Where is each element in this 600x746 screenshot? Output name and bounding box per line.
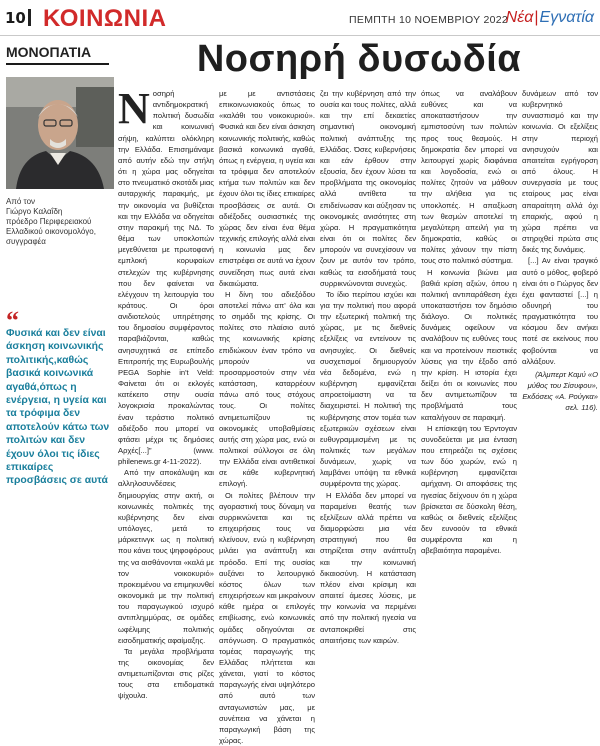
brand-left: Νέα	[505, 9, 534, 26]
article-headline: Νοσηρή δυσωδία	[196, 38, 522, 80]
body-paragraph: Η δίνη του αδιεξόδου αποτελεί πάνω απ' όλα και το σημάδι της κρίσης. Οι πολίτες στο πλαίσιο αυτό της κοινωνικής κρίσης επιδιώκουν έναν τρόπο να μπορούν να προσαρμοστούν στην νέα κατάσταση, καταρρέουν πάνω από τους στόχους τους. Οι πολίτες αντιμετωπίζουν τις οικονομικές υποβαθμίσεις αυτής στη χώρα μας, ενώ οι πολιτικοί σύλλογοι σε όλη την Ελλάδα είναι αντιθετικοί σε κάθε κυβερνητική επιλογή.	[219, 289, 315, 489]
body-paragraph: οσηρή αντιδημοκρατική πολιτική δυσωδία και κοινωνική σήψη, καλύπτει ολόκληρη την Ελλάδα. Επισημάναμε από αυτήν εδώ την στήλη ότι η χώρα μας οδηγείται στο πνευματικό σκοτάδι μιας αυταρχικής παρακμής, με την οικονομία να βυθίζεται και την Ελλάδα να οδηγείται στην παρακμή της ΝΔ. Το θέμα των υποκλοπών μεγεθύνεται με πρωτοφανή εμπλοκή κορυφαίων στελεχών της κυβέρνησης που δεν φαίνεται να ελέγχουν τη λειτουργία του κράτους. Οι όροι ανιδιοτελούς υπηρέτησης του δημοσίου συμφέροντος παραβιάζονται, καθώς ανησυχητικά σε επίπεδο Επιτροπής της Ευρωβουλής PEGA Sophie in't Veld: Φαίνεται ότι οι εκλογές κατέκειτο στην ουσία λογοκρισία προκαλώντας έναν τεράστιο πολιτικό αδιέξοδο που μπορεί να φτάσει μέχρι τις δημόσιες Αρχές[...]” (www. philenews.gr 4-11-2022).	[118, 89, 214, 467]
body-paragraph: Οι πολίτες βλέπουν την αγοραστική τους δύναμη να συρρικνώνεται και τις επιχειρήσεις τους να κλείνουν, ενώ η κυβέρνηση μιλάει για ανάπτυξη και πρόοδο. Επί της ουσίας αυξάνει το λειτουργικό κόστος όλων των επιχειρήσεων και μικραίνουν κάθε ημέρα οι επιλογές επιβίωσης, ενώ κοινωνικές ομάδες οδηγούνται σε απόγνωση. Ο πραγματικός τομέας παραγωγής της Ελλάδας πλήττεται και χάνεται, γιατί το κόστος παραγωγής είναι υψηλότερο από αυτό των ανταγωνιστών μας, με συνέπεια να χάνεται η παραγωγική βάση της χώρας.	[219, 490, 315, 746]
brand-right: Εγνατία	[539, 9, 594, 26]
caption-author: Γιώργο Καλαΐδη	[6, 207, 63, 216]
body-paragraph: Το ίδιο περίπου ισχύει και για την πολιτική που αφορά την εξωτερική πολιτική της χώρας, με τις διεθνείς εξελίξεις να εντείνουν τις ανησυχίες. Οι διεθνείς συσχετισμοί δημιουργούν νέα δεδομένα, ενώ η κυβέρνηση εμφανίζεται απροετοίμαστη να τα διαχειριστεί. Η πολιτική της κυβέρνησης στον τομέα των εξωτερικών σχέσεων είναι ευθυγραμμισμένη με τις πολιτικές των μεγάλων δυνάμεων, χωρίς να λαμβάνει υπόψη τα εθνικά συμφέροντα της χώρας.	[320, 289, 416, 489]
quote-mark-icon: “	[6, 306, 19, 335]
page-header	[0, 0, 600, 36]
page-number: 10	[5, 9, 31, 27]
page-number-bar	[28, 9, 31, 26]
drop-cap: Ν	[118, 84, 150, 133]
brand-separator: |	[534, 9, 539, 26]
newspaper-brand	[506, 9, 594, 27]
body-paragraph: με με αντιστάσεις επικοινωνιακούς όπως το «καλάθι του νοικοκυριού». Φυσικά και δεν είναι άσκηση κοινωνικής πολιτικής, καθώς βασικά κοινωνικά αγαθά, όπως η ενέργεια, η υγεία και τα τρόφιμα δεν αποτελούν κτήμα των πολιτών και δεν έχουν όλοι τις ίδιες επικαίρες προσβάσεις σε αυτά. Οι αδιέξοδες ουσιαστικές της χώρας δεν είναι ένα θέμα τεχνικής επιλογής αλλά είναι η κοινωνία μας δεν επιστρέφει σε αυτά να έχουν συνείδηση πως αυτά είναι δικαιώματα.	[219, 89, 315, 288]
author-photo-image	[6, 77, 114, 189]
body-column-1	[118, 84, 215, 701]
caption-from: Από τον	[6, 197, 36, 206]
body-paragraph: όπως να αναλάβουν ευθύνες και να αποκαταστήσουν την εμπιστοσύνη των πολιτών προς τους θεσμούς. Η δημοκρατία δεν μπορεί να λειτουργεί χωρίς διαφάνεια και λογοδοσία, ενώ οι πολίτες ζητούν να μάθουν την αλήθεια για τις υποκλοπές. Η απαξίωση των θεσμών αποτελεί τη μεγαλύτερη απειλή για τη δημοκρατία, καθώς οι πολίτες χάνουν την πίστη τους στο πολιτικό σύστημα.	[421, 89, 517, 266]
caption-role: πρόεδρο Περιφερειακού Ελλαδικού οικονομολόγο, συγγραφέα	[6, 217, 96, 246]
citation: (Άλμπερτ Καμύ «Ο μύθος του Σίσυφου», Εκδόσεις «Α. Ρούγκα» σελ. 116).	[522, 369, 598, 413]
author-caption	[6, 197, 114, 247]
body-column-2	[219, 88, 315, 746]
rubric-underline	[6, 63, 109, 65]
body-paragraph: Η κοινωνία βιώνει μια βαθιά κρίση αξιών, όπου η πολιτική αντιπαράθεση έχει υποκαταστήσει τον δημόσιο διάλογο. Οι πολιτικές δυνάμεις οφείλουν να αναλάβουν τις ευθύνες τους και να προτείνουν πειστικές λύσεις για την έξοδο από την κρίση. Η ιστορία έχει δείξει ότι οι κοινωνίες που δεν αντιμετωπίζουν τα προβλήματά τους καταλήγουν σε παρακμή.	[421, 267, 517, 422]
column-rubric: ΜΟΝΟΠΑΤΙΑ	[6, 44, 92, 60]
body-paragraph: Από την αποκάλυψη και αλληλοσυνδέσεις δημιουργίας στην ακτή, οι κοινωνικές πολιτικές της κυβέρνησης δεν είναι υπόλογες, μετά το μάρκετινγκ ως η πολιτική που κάνει τους ψηφοφόρους της να αισθάνονται «καλά με τον νοικοκυριό» προκειμένου να επιμηκυνθεί οικονομικά με την πολιτική του παραγωγικού ισχυρό αντιπλημμύρας, σε ομάδες ωφέλιμης πολιτικής εισοδηματικής αφαίμαξης.	[118, 468, 215, 645]
body-column-3	[320, 88, 416, 645]
section-title: ΚΟΙΝΩΝΙΑ	[43, 5, 167, 32]
body-column-4	[421, 88, 517, 556]
body-paragraph: ζει την κυβέρνηση από την ουσία και τους πολίτες, αλλά και την επί δεκαετίες σημαντική οικονομική πολιτική ανάπτυξης της Ελλάδας. Όσες κυβερνήσεις και εάν έρθουν στην εξουσία, δεν έχουν λύσει τα προβλήματα της οικονομίας αλλά αντίθετα τα επιδείνωσαν και αύξησαν τις οικονομικές ανισότητες στη χώρα. Η πραγματικότητα είναι ότι οι πολίτες δεν μπορούν να συνεχίσουν να ζουν με αυτόν τον τρόπο, καθώς τα εισοδήματά τους συρρικνώνονται συνεχώς.	[320, 89, 416, 288]
issue-date: ΠΕΜΠΤΗ 10 ΝΟΕΜΒΡΙΟΥ 2022	[349, 14, 508, 26]
body-paragraph: Τα μεγάλα προβλήματα της οικονομίας δεν αντιμετωπίζονται στις ρίζες τους στα επιδοματικά ψίχουλα.	[118, 646, 214, 701]
body-paragraph: Η επίσκεψη του Έρντογαν συνοδεύεται με μια ένταση που επηρεάζει τις σχέσεις των δύο χωρών, ενώ η κυβέρνηση εμφανίζεται αμήχανη. Οι αποφάσεις της ηγεσίας δείχνουν ότι η χώρα βρίσκεται σε δύσκολη θέση, καθώς οι διεθνείς εξελίξεις δεν ευνοούν τα εθνικά συμφέροντα και η αβεβαιότητα παραμένει.	[421, 423, 517, 556]
author-photo	[6, 77, 114, 189]
pull-quote: Φυσικά και δεν είναι άσκηση κοινωνικής πολιτικής,καθώς βασικά κοινωνικά αγαθά,όπως η ενέργεια, η υγεία και τα τρόφιμα δεν αποτελούν κάτω των πολιτών και δεν έχουν όλοι τις ίδιες επικαίρες προσβάσεις σε αυτά	[6, 328, 110, 487]
body-column-5	[522, 88, 598, 447]
body-paragraph: δυνάμεων από τον κυβερνητικό συνασπισμό και την κοινωνία. Οι εξελίξεις στην περιοχή ανησυχούν και απαιτείται εγρήγορση από όλους. Η συνεργασία με τους εταίρους μας είναι απαραίτητη αλλά όχι επαρκής, αφού η χώρα πρέπει να στηριχθεί πρώτα στις δικές της δυνάμεις.	[522, 89, 598, 255]
body-paragraph: Η Ελλάδα δεν μπορεί να παραμείνει θεατής των εξελίξεων αλλά πρέπει να διαμορφώσει μια νέα στρατηγική που θα στηρίζεται στην ανάπτυξη και την κοινωνική δικαιοσύνη. Η κατάσταση πλέον είναι κρίσιμη και απαιτεί άμεσες λύσεις, με την κοινωνία να περιμένει από την πολιτική ηγεσία να ανταποκριθεί στις απαιτήσεις των καιρών.	[320, 490, 416, 645]
body-paragraph: [...] Αν είναι τραγικό αυτό ο μόθος, φοβερό είναι ότι ο Γιώργος δεν έχει φανταστεί [...] η οδυνηρή του πραγματικότητα του κόσμου δεν ανήκει ποτέ σε εκείνους που φοβούνται να αλλάξουν.	[522, 256, 598, 366]
